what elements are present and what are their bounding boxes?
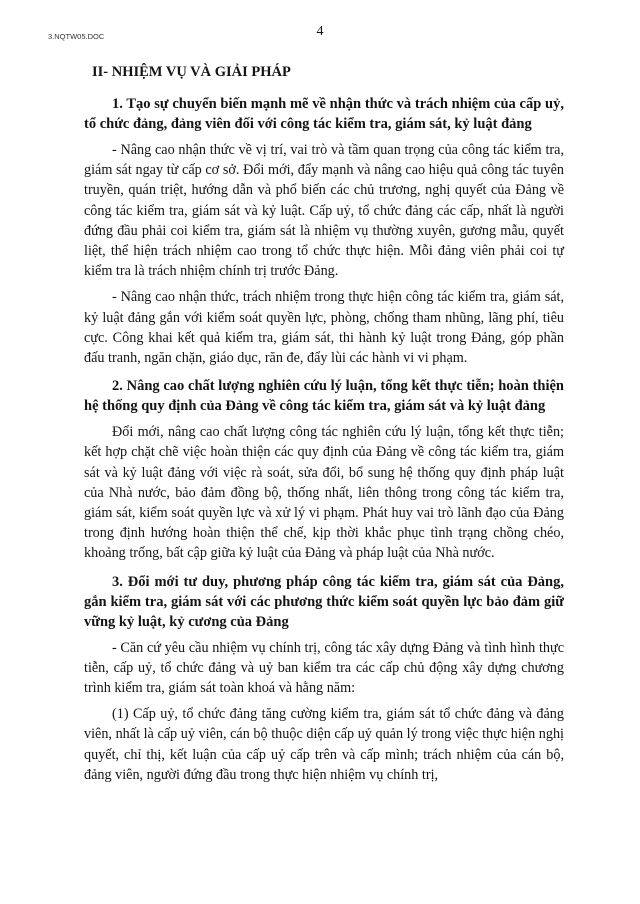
- item-3-paragraph-2: (1) Cấp uỷ, tổ chức đảng tăng cường kiểm tra, giám sát tổ chức đảng và đảng viên, nhất là cấp uỷ viên, cán bộ thuộc diện cấp uỷ quản lý trong việc thực hiện nghị quyết, chỉ thị, kết luận của cấp uỷ cấp trên và cấp mình; trách nhiệm của cán bộ, đảng viên, người đứng đầu trong thực hiện nhiệm vụ chính trị,: [84, 706, 564, 783]
- section-heading: II- NHIỆM VỤ VÀ GIẢI PHÁP: [92, 64, 291, 80]
- item-2-heading: 2. Nâng cao chất lượng nghiên cứu lý luận, tổng kết thực tiễn; hoàn thiện hệ thống quy định của Đảng về công tác kiểm tra, giám sát và kỷ luật đảng: [84, 378, 564, 415]
- item-3-paragraph-1: - Căn cứ yêu cầu nhiệm vụ chính trị, công tác xây dựng Đảng và tình hình thực tiễn, cấp uỷ, tổ chức đảng và uỷ ban kiểm tra các cấp chủ động xây dựng chương trình kiểm tra, giám sát toàn khoá và hằng năm:: [84, 639, 564, 697]
- item-3-heading: 3. Đổi mới tư duy, phương pháp công tác kiểm tra, giám sát của Đảng, gắn kiểm tra, giám sát với các phương thức kiểm soát quyền lực bảo đảm giữ vững kỷ luật, kỷ cương của Đảng: [84, 573, 564, 630]
- item-1-heading: 1. Tạo sự chuyển biến mạnh mẽ về nhận thức và trách nhiệm của cấp uỷ, tổ chức đảng, đảng viên đối với công tác kiểm tra, giám sát, kỷ luật đảng: [84, 96, 564, 132]
- file-name: 3.NQTW05.DOC: [48, 32, 105, 41]
- item-2-paragraph-1: Đổi mới, nâng cao chất lượng công tác nghiên cứu lý luận, tổng kết thực tiễn; kết hợp chặt chẽ việc hoàn thiện các quy định của Đảng về công tác kiểm tra, giám sát và kỷ luật đảng với việc rà soát, sửa đổi, bổ sung hệ thống quy định pháp luật của Nhà nước, bảo đảm đồng bộ, thống nhất, liên thông trong công tác kiểm tra, giám sát, kiểm soát quyền lực và xử lý vi phạm. Phát huy vai trò lãnh đạo của Đảng trong định hướng hoàn thiện thể chế, kịp thời khắc phục tình trạng chồng chéo, khoảng trống, bất cập giữa kỷ luật của Đảng và pháp luật của Nhà nước.: [84, 424, 564, 562]
- item-1-paragraph-2: - Nâng cao nhận thức, trách nhiệm trong thực hiện công tác kiểm tra, giám sát, kỷ luật đảng gắn với kiểm soát quyền lực, phòng, chống tham nhũng, lãng phí, tiêu cực. Công khai kết quả kiểm tra, giám sát, thi hành kỷ luật trong Đảng, góp phần đấu tranh, ngăn chặn, giáo dục, răn đe, đẩy lùi các hành vi vi phạm.: [84, 289, 564, 367]
- page-number: 4: [316, 24, 324, 39]
- document-body: [84, 62, 564, 791]
- item-1-paragraph-1: - Nâng cao nhận thức về vị trí, vai trò và tầm quan trọng của công tác kiểm tra, giám sát ngay từ cấp cơ sở. Đổi mới, đẩy mạnh và nâng cao hiệu quả công tác tuyên truyền, quán triệt, hướng dẫn và phổ biến các chủ trương, nghị quyết của Đảng về công tác kiểm tra, giám sát và kỷ luật. Cấp uỷ, tổ chức đảng các cấp, nhất là người đứng đầu phải coi kiểm tra, giám sát là nhiệm vụ thường xuyên, gương mẫu, quyết liệt, thể hiện trách nhiệm cao trong tổ chức thực hiện. Mỗi đảng viên phải coi tự kiểm tra là trách nhiệm chính trị trước Đảng.: [84, 142, 564, 280]
